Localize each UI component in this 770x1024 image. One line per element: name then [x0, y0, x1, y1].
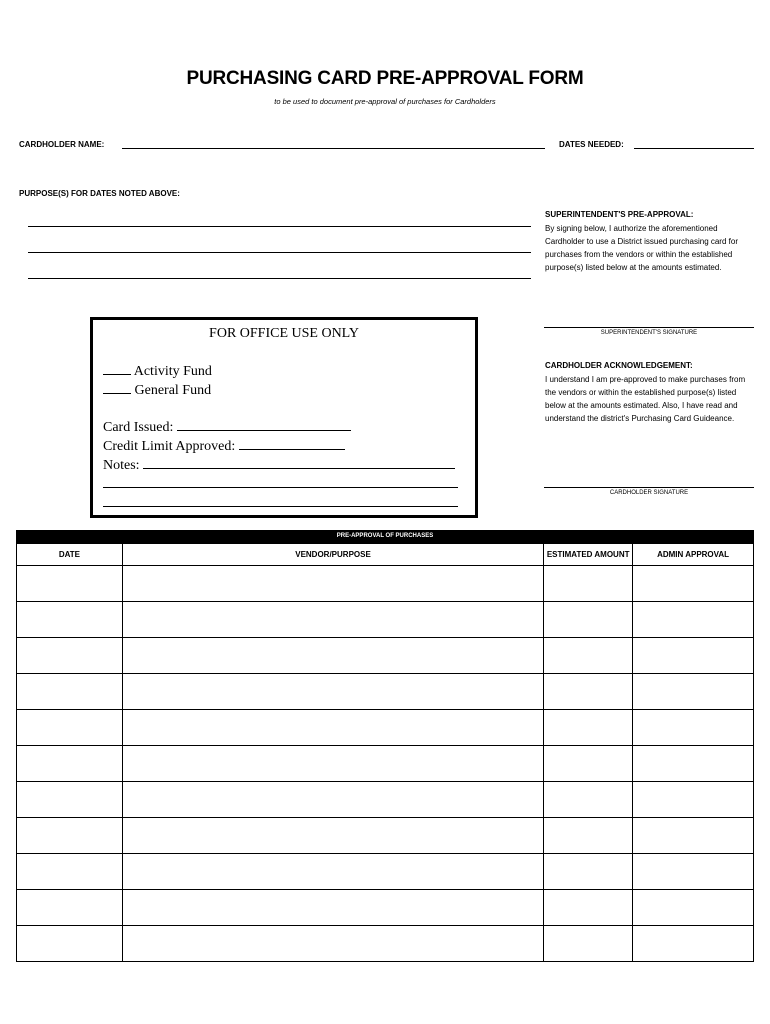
estimated-amount-cell[interactable]: [544, 602, 633, 638]
admin-approval-cell[interactable]: [633, 818, 754, 854]
vendor-purpose-cell[interactable]: [122, 710, 543, 746]
notes-line-2[interactable]: [103, 487, 458, 488]
office-use-box: [90, 317, 478, 518]
admin-approval-cell[interactable]: [633, 890, 754, 926]
table-row: [17, 854, 754, 890]
vendor-purpose-cell[interactable]: [122, 926, 543, 962]
form-subtitle: to be used to document pre-approval of purchases for Cardholders: [274, 97, 496, 106]
column-header-vendor-purpose: VENDOR/PURPOSE: [122, 544, 543, 566]
date-cell[interactable]: [17, 710, 123, 746]
date-cell[interactable]: [17, 854, 123, 890]
superintendent-heading: SUPERINTENDENT'S PRE-APPROVAL:: [545, 210, 694, 219]
estimated-amount-cell[interactable]: [544, 854, 633, 890]
column-header-admin-approval: ADMIN APPROVAL: [633, 544, 754, 566]
notes-label: Notes:: [103, 458, 140, 473]
purposes-label: PURPOSE(S) FOR DATES NOTED ABOVE:: [19, 189, 180, 198]
admin-approval-cell[interactable]: [633, 926, 754, 962]
general-fund-row: [103, 382, 211, 399]
vendor-purpose-cell[interactable]: [122, 854, 543, 890]
table-row: [17, 926, 754, 962]
vendor-purpose-cell[interactable]: [122, 602, 543, 638]
admin-approval-cell[interactable]: [633, 746, 754, 782]
cardholder-name-label: CARDHOLDER NAME:: [19, 140, 105, 149]
table-row: [17, 674, 754, 710]
estimated-amount-cell[interactable]: [544, 710, 633, 746]
estimated-amount-cell[interactable]: [544, 818, 633, 854]
date-cell[interactable]: [17, 566, 123, 602]
card-issued-row: [103, 419, 351, 436]
purchases-table-title-bar: [16, 530, 754, 543]
vendor-purpose-cell[interactable]: [122, 638, 543, 674]
estimated-amount-cell[interactable]: [544, 746, 633, 782]
date-cell[interactable]: [17, 890, 123, 926]
vendor-purpose-cell[interactable]: [122, 746, 543, 782]
general-fund-blank[interactable]: [103, 382, 131, 394]
date-cell[interactable]: [17, 782, 123, 818]
purpose-line-1[interactable]: [28, 226, 531, 227]
table-row: [17, 602, 754, 638]
activity-fund-label: Activity Fund: [133, 364, 212, 379]
vendor-purpose-cell[interactable]: [122, 818, 543, 854]
dates-needed-label: DATES NEEDED:: [559, 140, 624, 149]
superintendent-text: By signing below, I authorize the aforementioned Cardholder to use a District issued purchasing card for purchases from the vendors or within the established purpose(s) listed below at the amounts estimated.: [545, 224, 738, 272]
admin-approval-cell[interactable]: [633, 710, 754, 746]
dates-needed-field[interactable]: [634, 148, 754, 149]
table-row: [17, 566, 754, 602]
acknowledgement-heading: CARDHOLDER ACKNOWLEDGEMENT:: [545, 361, 693, 370]
notes-field[interactable]: [143, 457, 455, 469]
estimated-amount-cell[interactable]: [544, 890, 633, 926]
superintendent-signature-label: SUPERINTENDENT'S SIGNATURE: [600, 330, 698, 336]
activity-fund-blank[interactable]: [103, 363, 131, 375]
table-row: [17, 746, 754, 782]
estimated-amount-cell[interactable]: [544, 674, 633, 710]
column-header-estimated-amount: ESTIMATED AMOUNT: [544, 544, 633, 566]
purchases-table-header: [17, 544, 754, 566]
cardholder-name-field[interactable]: [122, 148, 545, 149]
date-cell[interactable]: [17, 602, 123, 638]
table-row: [17, 890, 754, 926]
purchases-table: [16, 543, 754, 962]
admin-approval-cell[interactable]: [633, 782, 754, 818]
admin-approval-cell[interactable]: [633, 674, 754, 710]
admin-approval-cell[interactable]: [633, 638, 754, 674]
table-row: [17, 710, 754, 746]
general-fund-label: General Fund: [134, 383, 212, 398]
estimated-amount-cell[interactable]: [544, 926, 633, 962]
vendor-purpose-cell[interactable]: [122, 566, 543, 602]
admin-approval-cell[interactable]: [633, 566, 754, 602]
form-title: PURCHASING CARD PRE-APPROVAL FORM: [186, 68, 584, 89]
table-row: [17, 638, 754, 674]
estimated-amount-cell[interactable]: [544, 566, 633, 602]
activity-fund-row: [103, 363, 212, 380]
purpose-line-2[interactable]: [28, 252, 531, 253]
notes-row: [103, 457, 455, 474]
cardholder-signature-line[interactable]: [544, 487, 754, 488]
acknowledgement-text: I understand I am pre-approved to make purchases from the vendors or within the established purpose(s) listed below at the amounts estimated. Also, I have read and understand the district's Purchasing Card Guideance.: [545, 375, 746, 423]
purchases-table-title: PRE-APPROVAL OF PURCHASES: [336, 533, 434, 539]
admin-approval-cell[interactable]: [633, 602, 754, 638]
credit-limit-label: Credit Limit Approved:: [103, 439, 236, 454]
date-cell[interactable]: [17, 638, 123, 674]
card-issued-label: Card Issued:: [103, 420, 174, 435]
cardholder-signature-label: CARDHOLDER SIGNATURE: [609, 490, 689, 496]
superintendent-signature-line[interactable]: [544, 327, 754, 328]
table-row: [17, 782, 754, 818]
vendor-purpose-cell[interactable]: [122, 890, 543, 926]
credit-limit-field[interactable]: [239, 438, 345, 450]
credit-limit-row: [103, 438, 345, 455]
date-cell[interactable]: [17, 926, 123, 962]
date-cell[interactable]: [17, 818, 123, 854]
card-issued-field[interactable]: [177, 419, 351, 431]
date-cell[interactable]: [17, 674, 123, 710]
vendor-purpose-cell[interactable]: [122, 782, 543, 818]
date-cell[interactable]: [17, 746, 123, 782]
admin-approval-cell[interactable]: [633, 854, 754, 890]
estimated-amount-cell[interactable]: [544, 638, 633, 674]
notes-line-3[interactable]: [103, 506, 458, 507]
office-use-title: FOR OFFICE USE ONLY: [209, 326, 359, 341]
estimated-amount-cell[interactable]: [544, 782, 633, 818]
vendor-purpose-cell[interactable]: [122, 674, 543, 710]
table-row: [17, 818, 754, 854]
purpose-line-3[interactable]: [28, 278, 531, 279]
column-header-date: DATE: [17, 544, 123, 566]
